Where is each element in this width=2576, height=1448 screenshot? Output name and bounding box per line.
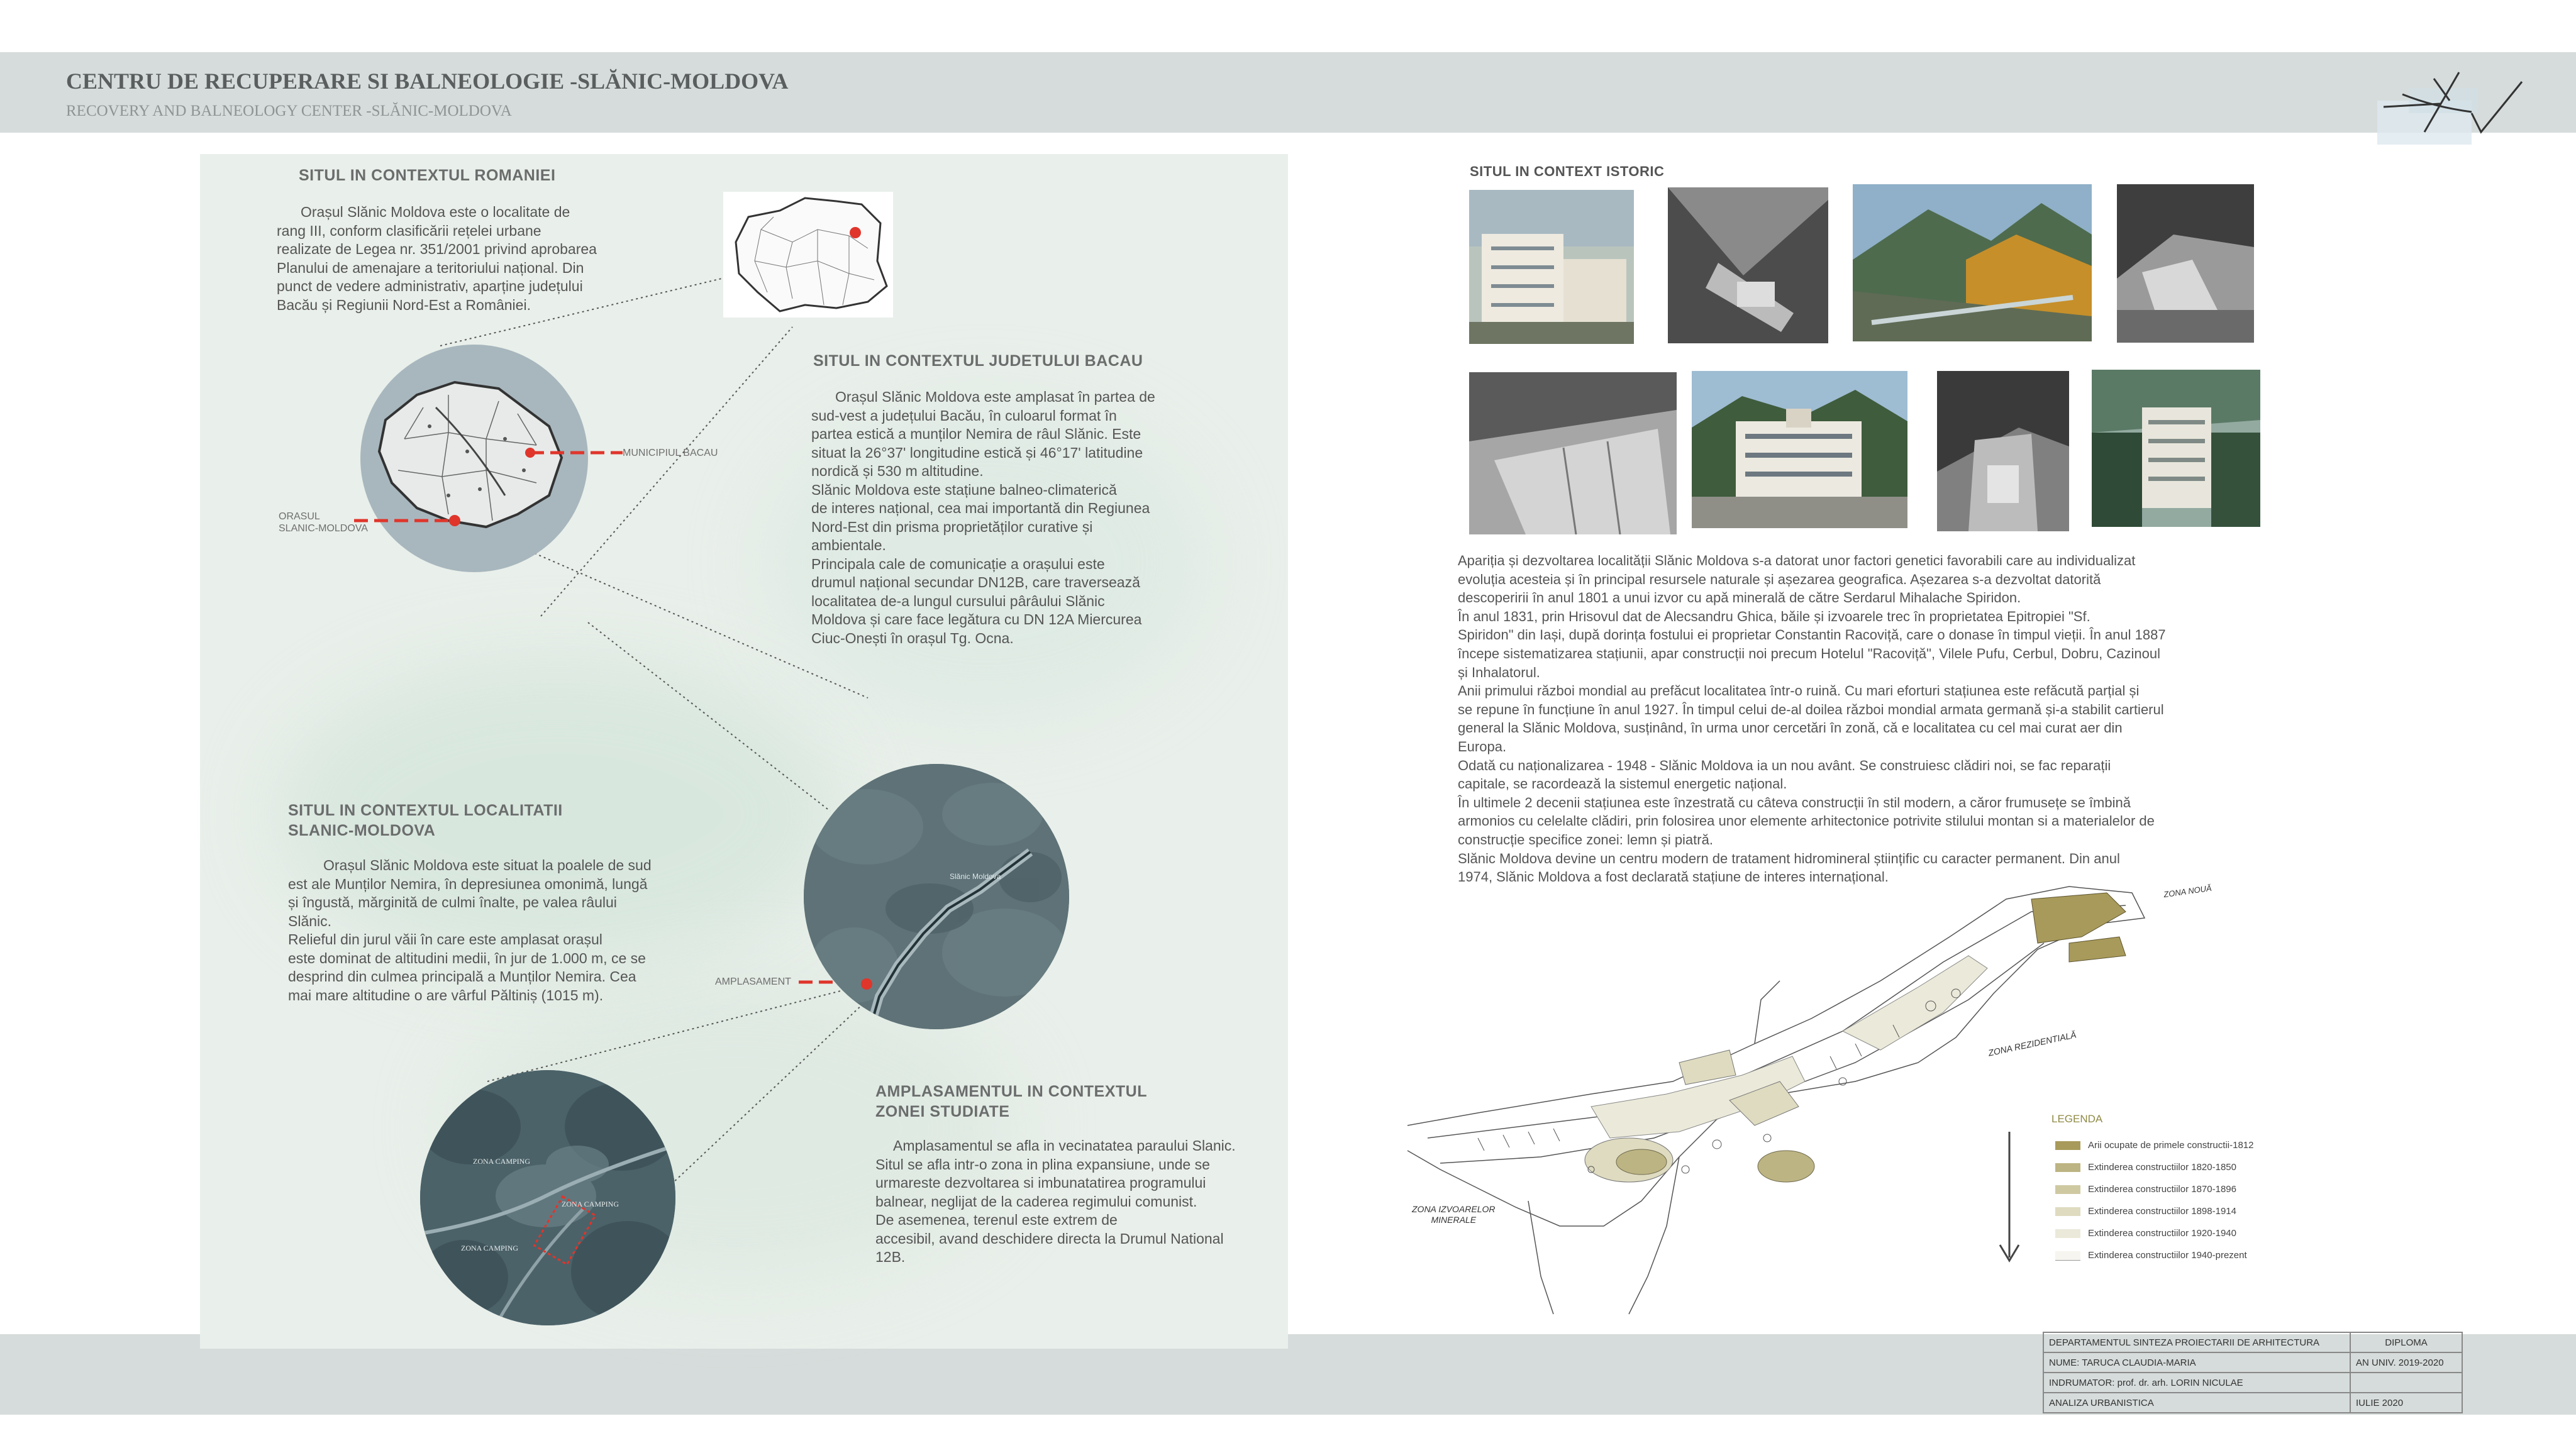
site-aerial-circle — [420, 1070, 675, 1325]
amplasament-marker — [861, 978, 872, 990]
heading-judet: SITUL IN CONTEXTUL JUDETULUI BACAU — [813, 352, 1143, 370]
heading-romania: SITUL IN CONTEXTUL ROMANIEI — [299, 167, 556, 184]
legend-label: Extinderea constructiilor 1870-1896 — [2088, 1184, 2236, 1195]
historic-photo-1 — [1469, 190, 1634, 344]
historic-photo-6 — [1692, 371, 1907, 528]
legend-swatch — [2055, 1207, 2080, 1216]
legend-label: Extinderea constructiilor 1920-1940 — [2088, 1228, 2236, 1239]
text-amplasament: Amplasamentul se afla in vecinatatea paraului Slanic. Situl se afla intr-o zona in plina expansiune, unde se urmareste dezvoltarea si imbunatatirea programului balnear, neglijat de la caderea regimului comunist. De asemenea, terenul este extrem de accesibil, avand deschidere directa la Drumul National 12B. — [875, 1137, 1236, 1265]
label-zona-rezidentiala: ZONA REZIDENTIALĂ — [1987, 1029, 2077, 1058]
legend-swatch — [2055, 1251, 2080, 1261]
historic-photo-2 — [1668, 187, 1828, 343]
valley-satellite-circle — [804, 764, 1069, 1029]
historic-photo-7 — [1937, 371, 2069, 531]
label-zona-camping-3: ZONA CAMPING — [461, 1244, 519, 1252]
text-romania: Orașul Slănic Moldova este o localitate de rang III, conform clasificării rețelei urbane realizate de Legea nr. 351/2001 privind aprobarea Planului de amenajare a teritoriului național. Din punct de vedere administrativ, aparține județului Bacău și Regiunii Nord-Est a României. — [277, 204, 597, 313]
tb-type: DIPLOMA — [2350, 1332, 2462, 1352]
label-municipiul-bacau: MUNICIPIUL BACAU — [623, 448, 718, 458]
label-zona-noua: ZONA NOUĂ — [2163, 883, 2212, 900]
tb-year: AN UNIV. 2019-2020 — [2350, 1352, 2462, 1373]
north-arrow-icon — [1997, 1132, 2022, 1264]
label-orasul-slanic: ORASUL SLANIC-MOLDOVA — [279, 511, 368, 534]
label-town-slanic: Slănic Moldova — [950, 872, 1001, 881]
heading-localitate: SITUL IN CONTEXTUL LOCALITATII SLANIC-MOLDOVA — [288, 802, 563, 839]
title-block — [2043, 1332, 2463, 1413]
heading-istoric: SITUL IN CONTEXT ISTORIC — [1470, 163, 1665, 179]
legend-swatch — [2055, 1141, 2080, 1150]
text-istoric: Apariția și dezvoltarea localității Slănic Moldova s-a datorat unor factori genetici favorabili care au individualizat evoluția acesteia și în principal resursele naturale și așezarea geografica. Așezarea s-a dezvoltat datorită descoperirii în anul 1801 a unui izvor cu apă minerală de către Serdarul Mihalache Spiridon. În anul 1831, prin Hrisovul dat de Alecsandru Ghica, băile și izvoarele trec în proprietatea Epitropiei "Sf. Spiridon" din Iași, după dorința fostului ei proprietar Constantin Racoviță, care o donase în timpul vieții. În anul 1887 începe sistematizarea stațiunii, apar construcții noi precum Hotelul "Racoviță", Vilele Pufu, Cerbul, Dobru, Cazinoul și Inhalatorul. Anii primului război mondial au prefăcut localitatea într-o ruină. Cu mari eforturi stațiunea este refăcută parțial și se repune în funcțiune în anul 1927. În timpul celui de-al doilea război mondial armata germană și-a stabilit cartierul general la Slănic Moldova, susținând, în urma unor cercetări în zonă, că e localitatea cu cel mai curat aer din Europa. Odată cu naționalizarea - 1948 - Slănic Moldova ia un nou avânt. Se construiesc clădiri noi, se fac reparații capitale, se racordează la sistemul energetic național. În ultimele 2 decenii stațiunea este înzestrată cu câteva construcții în stil modern, a căror frumusețe se îmbină armonios cu celelalte clădiri, prin folosirea unor elemente arhitectonice potrivite stilului montan si a materialelor de construcție specifice zonei: lemn și piatră. Slănic Moldova devine un centru modern de tratament hidromineral științific cu caracter permanent. Din anul 1974, Slănic Moldova a fost declarată stațiune de interes internațional. — [1458, 553, 2166, 885]
tb-subject: ANALIZA URBANISTICA — [2043, 1393, 2350, 1413]
historic-photo-3 — [1853, 184, 2092, 341]
page-title: CENTRU DE RECUPERARE SI BALNEOLOGIE -SLĂNIC-MOLDOVA — [66, 69, 789, 94]
tb-name: NUME: TARUCA CLAUDIA-MARIA — [2043, 1352, 2350, 1373]
tb-tutor: INDRUMATOR: prof. dr. arh. LORIN NICULAE — [2043, 1373, 2350, 1393]
historic-photo-5 — [1469, 372, 1677, 534]
legend-title: LEGENDA — [2051, 1113, 2103, 1125]
legend-label: Arii ocupate de primele constructii-1812 — [2088, 1140, 2254, 1151]
label-zona-izvoarelor: ZONA IZVOARELOR MINERALE — [1412, 1204, 1496, 1225]
label-zona-camping-2: ZONA CAMPING — [562, 1200, 619, 1208]
heading-amplasament: AMPLASAMENTUL IN CONTEXTUL ZONEI STUDIATE — [875, 1083, 1147, 1120]
tb-empty — [2350, 1373, 2462, 1393]
legend-label: Extinderea constructiilor 1820-1850 — [2088, 1162, 2236, 1173]
label-amplasament: AMPLASAMENT — [715, 976, 791, 987]
historic-photo-8 — [2092, 370, 2260, 527]
legend-label: Extinderea constructiilor 1898-1914 — [2088, 1206, 2236, 1217]
legend-swatch — [2055, 1163, 2080, 1172]
page-subtitle: RECOVERY AND BALNEOLOGY CENTER -SLĂNIC-MOLDOVA — [66, 102, 512, 119]
text-judet: Orașul Slănic Moldova este amplasat în partea de sud-vest a județului Bacău, în culoarul format în partea estică a munților Nemira de râul Slănic. Este situat la 26°37' longitudine estică și 46°17' latitudine nordică și 530 m altitudine. Slănic Moldova este stațiune balneo-climaterică de interes național, cea mai importantă din Regiunea Nord-Est din prisma proprietăților curative și ambientale. Principala cale de comunicație a orașului este drumul național secundar DN12B, care traversează localitatea de-a lungul cursului pârâului Slănic Moldova și care face legătura cu DN 12A Miercurea Ciuc-Onești în orașul Tg. Ocna. — [811, 389, 1155, 646]
tb-department: DEPARTAMENTUL SINTEZA PROIECTARII DE ARHITECTURA — [2043, 1332, 2350, 1352]
text-localitate: Orașul Slănic Moldova este situat la poalele de sud est ale Munților Nemira, în depresiunea omonimă, lungă și îngustă, mărginită de culmi înalte, pe valea râului Slănic. Relieful din jurul văii în care este amplasat orașul este dominat de altitudini medii, în jur de 1.000 m, ce se desprind din culmea principală a Munților Nemira. Cea mai mare altitudine o are vârful Păltiniș (1015 m). — [288, 857, 652, 1003]
historic-photo-4 — [2117, 184, 2254, 343]
legend-swatch — [2055, 1185, 2080, 1194]
label-zona-camping-1: ZONA CAMPING — [473, 1157, 531, 1166]
tb-date: IULIE 2020 — [2350, 1393, 2462, 1413]
legend-swatch — [2055, 1229, 2080, 1238]
legend-label: Extinderea constructiilor 1940-prezent — [2088, 1250, 2247, 1261]
